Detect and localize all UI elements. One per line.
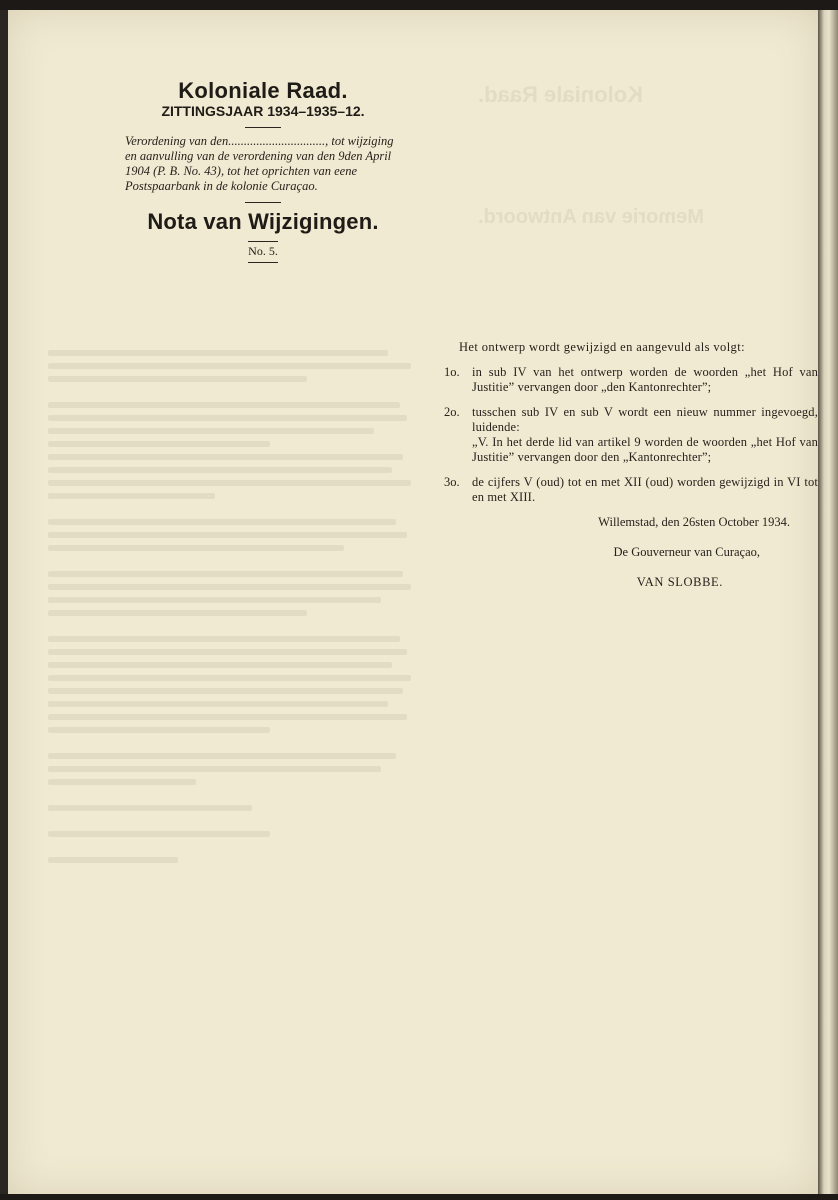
document-header [113,78,413,263]
council-title: Koloniale Raad. [178,78,348,103]
item-number: 2o. [444,405,460,419]
divider-rule [245,202,281,203]
document-number: No. 5. [248,244,278,258]
item-text: in sub IV van het ontwerp worden de woorden „het Hof van Justitie” vervangen door „den Kantonrechter”; [472,365,818,394]
governor-title: De Gouverneur van Curaçao, [613,545,760,559]
amendment-item [436,475,818,505]
place-date: Willemstad, den 26sten October 1934. [598,515,790,529]
divider-rule [248,241,278,242]
bleed-through-heading: Memorie van Antwoord. [478,206,704,228]
amendments-body [436,340,818,590]
scan-binding-edge [818,10,838,1200]
intro-text: Het ontwerp wordt gewijzigd en aangevuld als volgt: [459,340,745,354]
item-text: tusschen sub IV en sub V wordt een nieuw nummer ingevoegd, luidende: [472,405,818,434]
document-page [8,10,818,1194]
divider-rule [248,262,278,263]
item-number: 1o. [444,365,460,379]
session-year: ZITTINGSJAAR 1934–1935–12. [161,103,365,119]
scan-top-edge [0,0,838,10]
bleed-through-text-left [48,350,418,870]
document-title: Nota van Wijzigingen. [147,209,379,234]
governor-name: VAN SLOBBE. [636,575,723,589]
item-number: 3o. [444,475,460,489]
item-body [472,405,818,465]
bleed-through-title: Koloniale Raad. [478,82,644,107]
scan-bottom-edge [0,1194,838,1200]
amendment-item [436,405,818,465]
item-text: de cijfers V (oud) tot en met XII (oud) worden gewijzigd in VI tot en met XIII. [472,475,818,504]
item-quote: „V. In het derde lid van artikel 9 worden de woorden „het Hof van Justitie” vervangen door den „Kantonrechter”; [472,435,818,464]
amendment-item [436,365,818,395]
divider-rule [245,127,281,128]
decree-description: Verordening van den..............................., tot wijziging en aanvulling van de verordening van den 9den April 1904 (P. B. No. 43), tot het oprichten van eene Postspaarbank in de kolonie Curaçao. [125,134,394,193]
